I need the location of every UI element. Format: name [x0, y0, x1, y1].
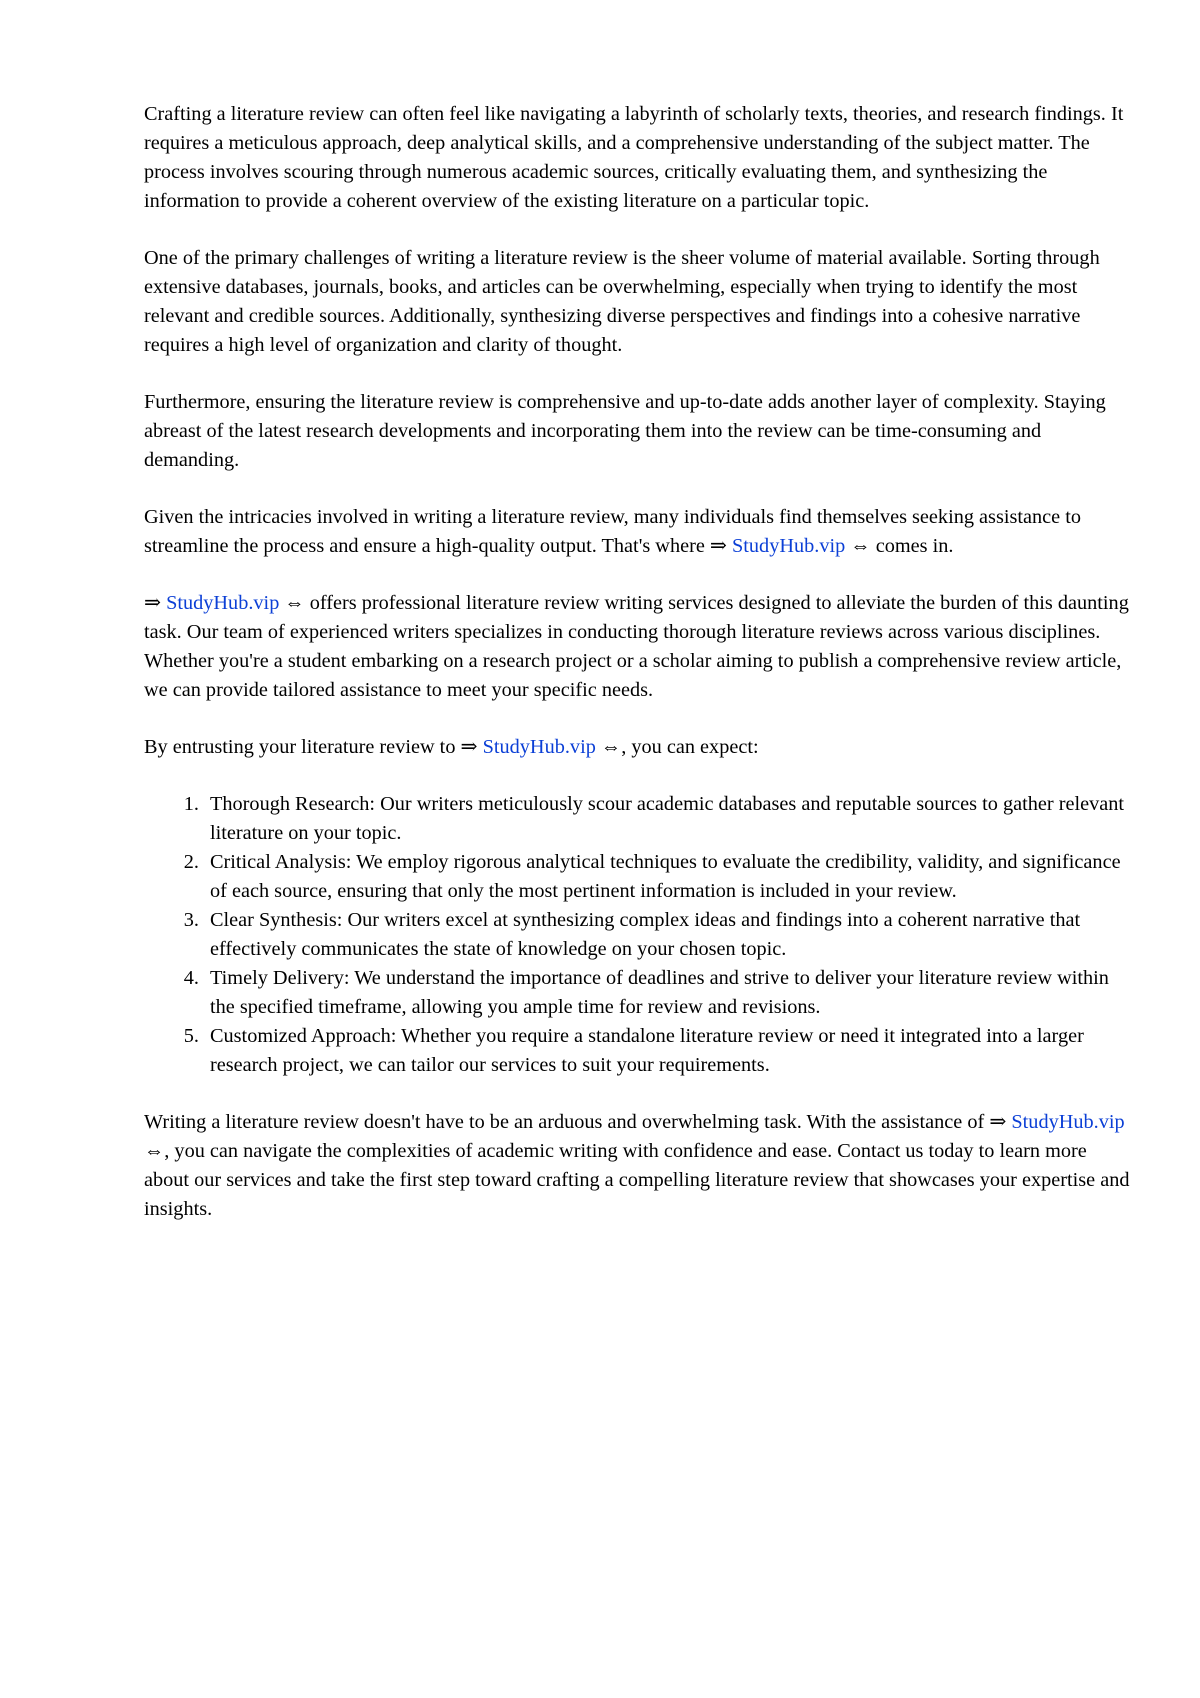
closing-paragraph [144, 1108, 1134, 1224]
benefits-list [144, 790, 1134, 1080]
complexity-paragraph: Furthermore, ensuring the literature review is comprehensive and up-to-date adds another layer of complexity. Staying abreast of the latest research developments and incorporating them into the review can be time-consuming and demanding. [144, 391, 1106, 471]
assistance-paragraph [144, 503, 1134, 561]
studyhub-link[interactable]: StudyHub.vip [732, 535, 846, 557]
studyhub-link[interactable]: StudyHub.vip [482, 736, 596, 758]
challenges-paragraph: One of the primary challenges of writing a literature review is the sheer volume of material available. Sorting through extensive databases, journals, books, and articles can be overwhelming, especially when trying to identify the most relevant and credible sources. Additionally, synthesizing diverse perspectives and findings into a cohesive narrative requires a high level of organization and clarity of thought. [144, 247, 1100, 356]
services-text-after: ⇔ offers professional literature review writing services designed to alleviate the burden of this daunting task. Our team of experienced writers specializes in conducting thorough literature reviews across various disciplines. Whether you're a student embarking on a research project or a scholar aiming to publish a comprehensive review article, we can provide tailored assistance to meet your specific needs. [144, 592, 1129, 701]
document-page [144, 100, 1134, 1252]
intro-paragraph: Crafting a literature review can often feel like navigating a labyrinth of scholarly texts, theories, and research findings. It requires a meticulous approach, deep analytical skills, and a comprehensive understanding of the subject matter. The process involves scouring through numerous academic sources, critically evaluating them, and synthesizing the information to provide a coherent overview of the existing literature on a particular topic. [144, 103, 1124, 212]
services-text-before: ⇒ [144, 592, 167, 614]
expect-text-after: ⇔, you can expect: [595, 736, 759, 758]
list-item: 2. Critical Analysis: We employ rigorous analytical techniques to evaluate the credibility, validity, and significance of each source, ensuring that only the most pertinent information is included in your review. [204, 848, 1134, 906]
list-item: 3. Clear Synthesis: Our writers excel at synthesizing complex ideas and findings into a coherent narrative that effectively communicates the state of knowledge on your chosen topic. [204, 906, 1134, 964]
list-item: 5. Customized Approach: Whether you require a standalone literature review or need it integrated into a larger research project, we can tailor our services to suit your requirements. [204, 1022, 1134, 1080]
closing-text-after: ⇔, you can navigate the complexities of academic writing with confidence and ease. Contact us today to learn more about our services and take the first step toward crafting a compelling literature review that showcases your expertise and insights. [144, 1140, 1130, 1220]
studyhub-link[interactable]: StudyHub.vip [1011, 1111, 1125, 1133]
list-item: 1. Thorough Research: Our writers meticulously scour academic databases and reputable sources to gather relevant literature on your topic. [204, 790, 1134, 848]
list-item: 4. Timely Delivery: We understand the importance of deadlines and strive to deliver your literature review within the specified timeframe, allowing you ample time for review and revisions. [204, 964, 1134, 1022]
assistance-text-before: Given the intricacies involved in writing a literature review, many individuals find themselves seeking assistance to streamline the process and ensure a high-quality output. That's where ⇒ [144, 506, 1081, 557]
expect-paragraph [144, 733, 1134, 762]
studyhub-link[interactable]: StudyHub.vip [166, 592, 280, 614]
closing-text-before: Writing a literature review doesn't have to be an arduous and overwhelming task. With the assistance of ⇒ [144, 1111, 1012, 1133]
expect-text-before: By entrusting your literature review to ⇒ [144, 736, 483, 758]
assistance-text-after: ⇔ comes in. [845, 535, 954, 557]
services-paragraph [144, 589, 1134, 705]
